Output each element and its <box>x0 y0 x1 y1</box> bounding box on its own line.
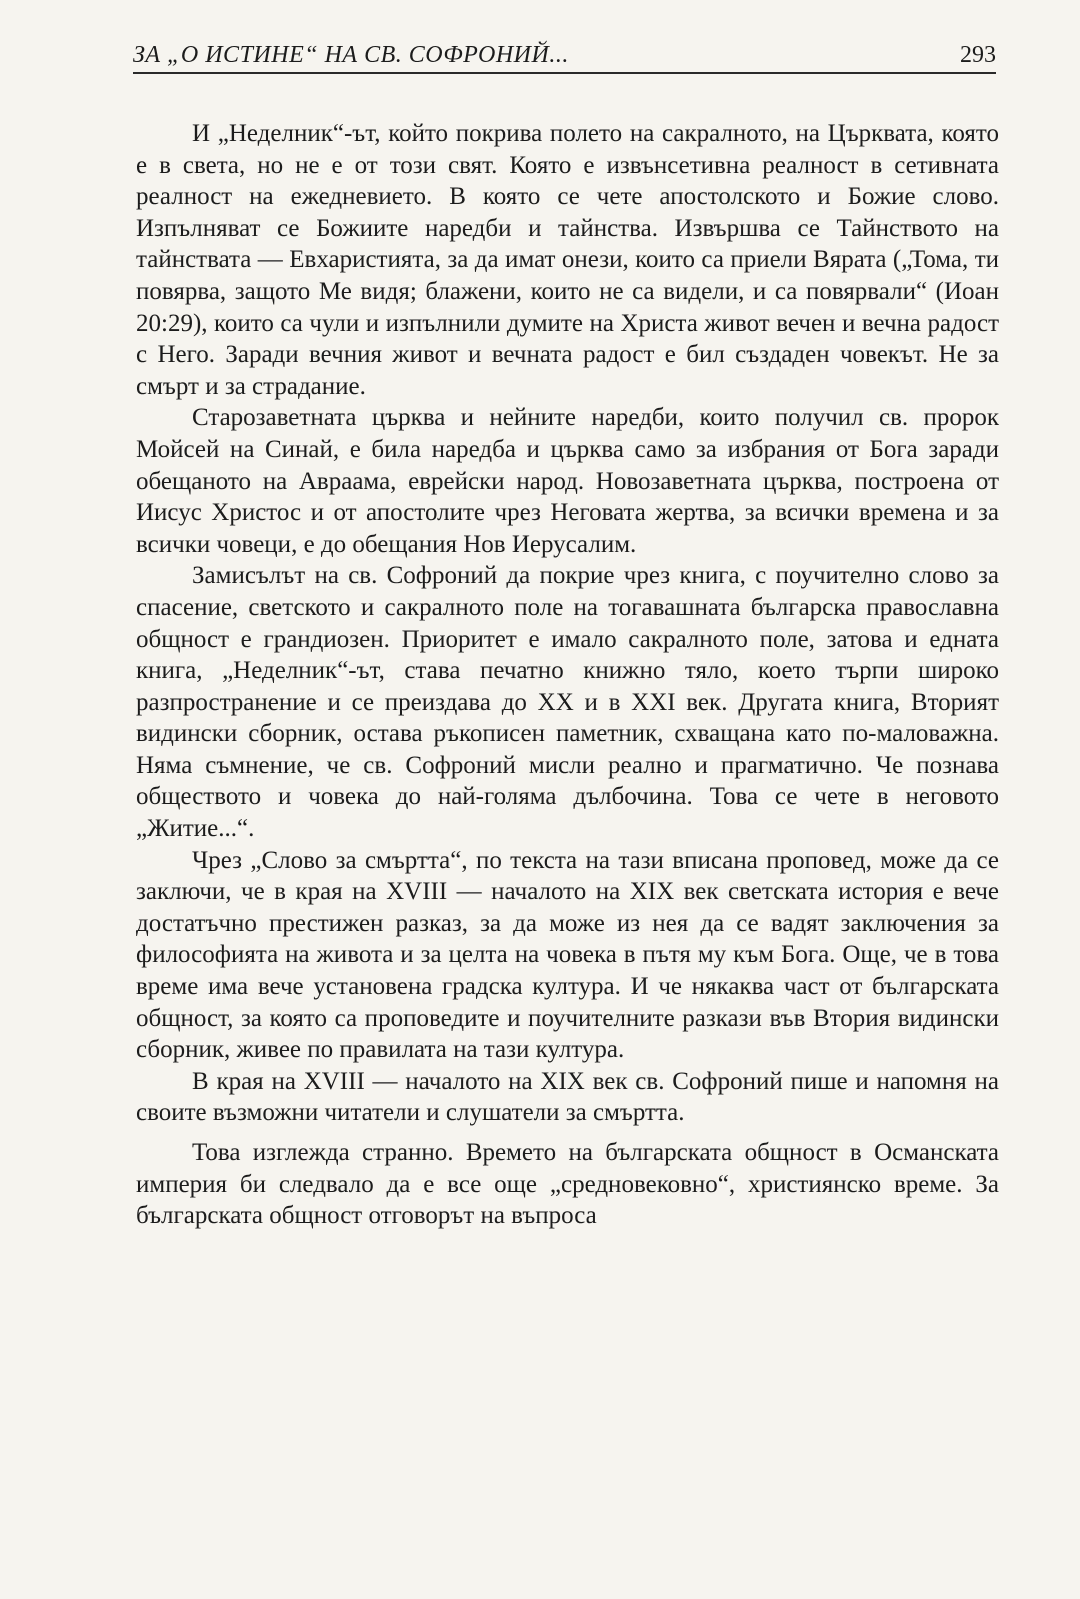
paragraph-3: Замисълът на св. Софроний да покрие чрез книга, с поучително слово за спасение, светското и сакралното поле на тогавашната българска православна общност е грандиозен. Приоритет е имало сакралното поле, затова и едната книга, „Неделник“-ът, става печатно книжно тяло, което търпи широко разпространение и се преиздава до XX и в XXI век. Другата книга, Вторият видински сборник, остава ръкописен паметник, схващана като по-маловажна. Няма съмнение, че св. Софроний мисли реално и прагматично. Че познава обществото и човека до най-голяма дълбочина. Това се чете в неговото „Житие...“. <box>136 562 999 843</box>
body-text <box>136 118 999 1232</box>
page-number: 293 <box>960 42 996 68</box>
running-header <box>133 36 996 74</box>
paragraph-1: И „Неделник“-ът, който покрива полето на сакралното, на Църквата, която е в света, но не е от този свят. Която е извънсетивна реалност в сетивната реалност на ежедневието. В която се чете апостолското и Божие слово. Изпълняват се Божиите наредби и тайнства. Извършва се Тайнството на тайнствата — Евхаристията, за да имат онези, които са приели Вярата („Тома, ти повярва, защото Ме видя; блажени, които не са видели, и са повярвали“ (Иоан 20:29), които са чули и изпълнили думите на Христа живот вечен и вечна радост с Него. Заради вечния живот и вечната радост е бил създаден човекът. Не за смърт и за страдание. <box>136 120 999 400</box>
running-title: ЗА „О ИСТИНЕ“ НА СВ. СОФРОНИЙ... <box>133 42 569 68</box>
paragraph-6: Това изглежда странно. Времето на българската общност в Османската империя би следвало да е все още „средновековно“, християнско време. За българската общност отговорът на въпроса <box>136 1139 999 1230</box>
paragraph-2: Старозаветната църква и нейните наредби, които получил св. пророк Мойсей на Синай, е била наредба и църква само за избрания от Бога заради обещаното на Авраама, еврейски народ. Новозаветната църква, построена от Иисус Христос и от апостолите чрез Неговата жертва, за всички времена и за всички човеци, е до обещания Нов Иерусалим. <box>136 404 999 558</box>
paragraph-5: В края на XVIII — началото на XIX век св. Софроний пише и напомня на своите възможни читатели и слушатели за смъртта. <box>136 1067 999 1127</box>
paragraph-4: Чрез „Слово за смъртта“, по текста на тази вписана проповед, може да се заключи, че в края на XVIII — началото на XIX век светската история е вече достатъчно престижен разказ, за да може из нея да се вадят заключения за философията на живота и за целта на човека в пътя му към Бога. Още, че в това време има вече установена градска култура. И че някаква част от българската общност, за която са проповедите и поучителните разкази във Втория видински сборник, живее по правилата на тази култура. <box>136 846 999 1064</box>
